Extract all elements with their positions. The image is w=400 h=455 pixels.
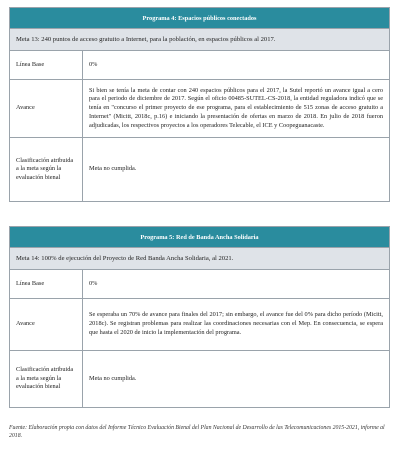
- baseline-value: 0%: [83, 270, 390, 299]
- progress-value: Si bien se tenía la meta de contar con 240 espacios públicos para el 2017, la Sutel reportó un avance igual a cero para el periodo de diciembre de 2017. Según el oficio 00485-SUTEL-CS-2018, la entidad reguladora indicó que se tenía en "concurso el primer proyecto de ese programa, para el establecimiento de 515 zonas de acceso gratuito a Internet" (Micitt, 2018c, p.16) e iniciando la presentación de ofertas en marzo de 2018. En julio de 2018 fueron adjudicadas, los respectivos proyectos a los operadores Telecable, el ICE y Coopeguanacaste.: [83, 80, 390, 138]
- baseline-label: Línea Base: [10, 270, 83, 299]
- baseline-value: 0%: [83, 51, 390, 80]
- classification-label: Clasificación atribuida a la meta según la evaluación bienal: [10, 351, 83, 408]
- program-4-title: Programa 4: Espacios públicos conectados: [10, 8, 390, 29]
- program-5-meta: Meta 14: 100% de ejecución del Proyecto de Red Banda Ancha Solidaria, al 2021.: [10, 248, 390, 270]
- classification-value: Meta no cumplida.: [83, 138, 390, 202]
- baseline-label: Línea Base: [10, 51, 83, 80]
- classification-value: Meta no cumplida.: [83, 351, 390, 408]
- progress-value: Se esperaba un 70% de avance para finales del 2017; sin embargo, el avance fue del 0% para dicho período (Micitt, 2018c). Se registran problemas para realizar las coordinaciones necesarias con el Mep. En consecuencia, se espera que hasta el 2020 de inicio la implementación del programa.: [83, 299, 390, 351]
- source-note: Fuente: Elaboración propia con datos del Informe Técnico Evaluación Bienal del Plan Nacional de Desarrollo de las Telecomunicaciones 2015-2021, informe al 2018.: [9, 425, 385, 440]
- progress-label: Avance: [10, 80, 83, 138]
- progress-label: Avance: [10, 299, 83, 351]
- program-5-title: Programa 5: Red de Banda Ancha Solidaria: [10, 227, 390, 248]
- program-4-table: [9, 7, 390, 202]
- program-4-meta: Meta 13: 240 puntos de acceso gratuito a Internet, para la población, en espacios públicos al 2017.: [10, 29, 390, 51]
- classification-label: Clasificación atribuida a la meta según la evaluación bienal: [10, 138, 83, 202]
- program-5-table: [9, 226, 390, 408]
